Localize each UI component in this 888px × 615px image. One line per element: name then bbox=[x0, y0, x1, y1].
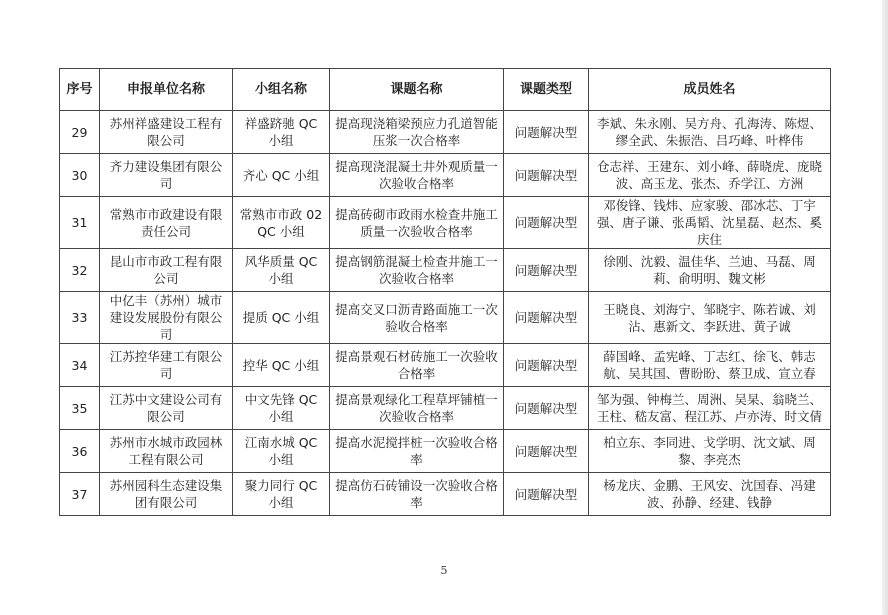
cell-topic: 提高交叉口沥青路面施工一次验收合格率 bbox=[330, 292, 504, 344]
table-row bbox=[60, 111, 831, 154]
cell-no: 33 bbox=[60, 292, 100, 344]
header-no: 序号 bbox=[60, 69, 100, 111]
table-header-row bbox=[60, 69, 831, 111]
cell-group: 风华质量 QC 小组 bbox=[233, 249, 330, 292]
cell-group: 中文先锋 QC 小组 bbox=[233, 387, 330, 430]
cell-no: 37 bbox=[60, 473, 100, 516]
cell-unit: 江苏控华建工有限公司 bbox=[100, 344, 233, 387]
cell-type: 问题解决型 bbox=[504, 197, 589, 249]
page-number: 5 bbox=[440, 564, 448, 577]
cell-no: 36 bbox=[60, 430, 100, 473]
cell-members: 李斌、朱永刚、吴方舟、孔海涛、陈煜、缪全武、朱振浩、吕巧峰、叶桦伟 bbox=[589, 111, 831, 154]
page-edge bbox=[882, 0, 888, 615]
cell-group: 常熟市市政 02QC 小组 bbox=[233, 197, 330, 249]
table-row bbox=[60, 344, 831, 387]
cell-members: 邓俊锋、钱炜、应家骏、邵冰芯、丁宇强、唐子谦、张禹韬、沈星磊、赵杰、奚庆住 bbox=[589, 197, 831, 249]
cell-topic: 提高水泥搅拌桩一次验收合格率 bbox=[330, 430, 504, 473]
cell-unit: 常熟市市政建设有限责任公司 bbox=[100, 197, 233, 249]
cell-group: 控华 QC 小组 bbox=[233, 344, 330, 387]
cell-group: 聚力同行 QC 小组 bbox=[233, 473, 330, 516]
cell-unit: 苏州市水城市政园林工程有限公司 bbox=[100, 430, 233, 473]
cell-type: 问题解决型 bbox=[504, 473, 589, 516]
cell-no: 34 bbox=[60, 344, 100, 387]
cell-type: 问题解决型 bbox=[504, 344, 589, 387]
cell-topic: 提高钢筋混凝土检查井施工一次验收合格率 bbox=[330, 249, 504, 292]
cell-members: 柏立东、李同进、戈学明、沈文斌、周黎、李亮杰 bbox=[589, 430, 831, 473]
cell-type: 问题解决型 bbox=[504, 111, 589, 154]
cell-unit: 江苏中文建设公司有限公司 bbox=[100, 387, 233, 430]
cell-topic: 提高现浇混凝土井外观质量一次验收合格率 bbox=[330, 154, 504, 197]
cell-unit: 齐力建设集团有限公司 bbox=[100, 154, 233, 197]
cell-type: 问题解决型 bbox=[504, 154, 589, 197]
cell-members: 薛国峰、孟宪峰、丁志红、徐飞、韩志航、吴其国、曹盼盼、蔡卫成、宣立春 bbox=[589, 344, 831, 387]
cell-unit: 苏州园科生态建设集团有限公司 bbox=[100, 473, 233, 516]
cell-unit: 苏州祥盛建设工程有限公司 bbox=[100, 111, 233, 154]
cell-type: 问题解决型 bbox=[504, 249, 589, 292]
cell-no: 35 bbox=[60, 387, 100, 430]
cell-topic: 提高景观石材砖施工一次验收合格率 bbox=[330, 344, 504, 387]
cell-no: 30 bbox=[60, 154, 100, 197]
cell-members: 邹为强、钟梅兰、周洲、吴杲、翁晓兰、王柱、嵇友富、程江苏、卢亦涛、时文倩 bbox=[589, 387, 831, 430]
cell-no: 29 bbox=[60, 111, 100, 154]
table-row bbox=[60, 154, 831, 197]
table-row bbox=[60, 249, 831, 292]
table-row bbox=[60, 292, 831, 344]
cell-group: 齐心 QC 小组 bbox=[233, 154, 330, 197]
cell-group: 祥盛跻驰 QC 小组 bbox=[233, 111, 330, 154]
header-group: 小组名称 bbox=[233, 69, 330, 111]
cell-no: 32 bbox=[60, 249, 100, 292]
table-row bbox=[60, 387, 831, 430]
table-row bbox=[60, 430, 831, 473]
cell-topic: 提高仿石砖铺设一次验收合格率 bbox=[330, 473, 504, 516]
cell-members: 徐刚、沈毅、温佳华、兰迪、马磊、周莉、俞明明、魏文彬 bbox=[589, 249, 831, 292]
header-topic: 课题名称 bbox=[330, 69, 504, 111]
header-type: 课题类型 bbox=[504, 69, 589, 111]
cell-group: 提质 QC 小组 bbox=[233, 292, 330, 344]
cell-type: 问题解决型 bbox=[504, 387, 589, 430]
cell-members: 仓志祥、王建东、刘小峰、薛晓虎、庞晓波、高玉龙、张杰、乔学江、方洲 bbox=[589, 154, 831, 197]
qc-award-table bbox=[59, 68, 831, 516]
cell-type: 问题解决型 bbox=[504, 292, 589, 344]
cell-members: 杨龙庆、金鹏、王风安、沈国春、冯建波、孙静、经建、钱静 bbox=[589, 473, 831, 516]
cell-members: 王晓良、刘海宁、邹晓宇、陈若诚、刘沾、惠新文、李跃进、黄子诚 bbox=[589, 292, 831, 344]
cell-topic: 提高砖砌市政雨水检查井施工质量一次验收合格率 bbox=[330, 197, 504, 249]
cell-topic: 提高现浇箱梁预应力孔道智能压浆一次合格率 bbox=[330, 111, 504, 154]
header-members: 成员姓名 bbox=[589, 69, 831, 111]
table-row bbox=[60, 197, 831, 249]
cell-group: 江南水城 QC 小组 bbox=[233, 430, 330, 473]
cell-topic: 提高景观绿化工程草坪铺植一次验收合格率 bbox=[330, 387, 504, 430]
cell-unit: 昆山市市政工程有限公司 bbox=[100, 249, 233, 292]
cell-unit: 中亿丰（苏州）城市建设发展股份有限公司 bbox=[100, 292, 233, 344]
cell-type: 问题解决型 bbox=[504, 430, 589, 473]
header-unit: 申报单位名称 bbox=[100, 69, 233, 111]
table-row bbox=[60, 473, 831, 516]
cell-no: 31 bbox=[60, 197, 100, 249]
